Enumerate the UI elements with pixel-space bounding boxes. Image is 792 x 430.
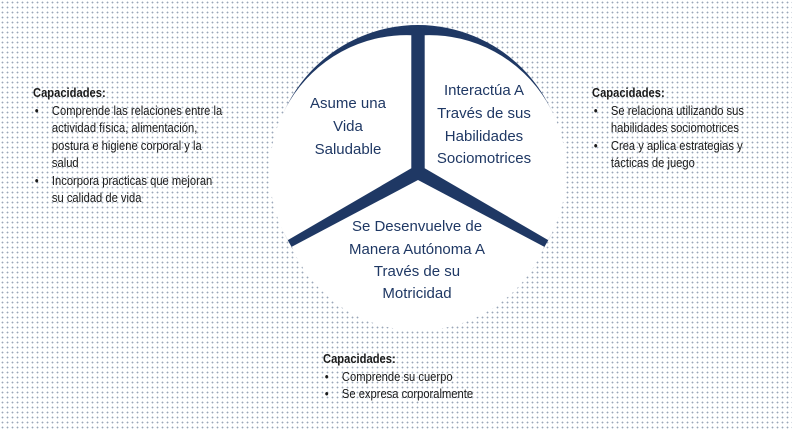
capacity-line: Comprende las relaciones entre la	[51, 102, 223, 118]
capacity-line: actividad física, alimentación,	[51, 120, 198, 135]
capacities-left-panel	[33, 84, 265, 207]
capacities-title: Capacidades:	[323, 351, 396, 366]
bullet-icon: •	[593, 137, 598, 153]
bullet-icon: •	[34, 102, 39, 118]
capacity-item	[592, 102, 768, 137]
capacity-line: su calidad de vida	[51, 190, 142, 205]
capacities-list	[592, 102, 768, 172]
bullet-icon: •	[34, 172, 39, 188]
segment-text-line: Manera Autónoma A	[349, 241, 485, 258]
segment-text-line: Vida	[333, 118, 363, 135]
capacity-line: Se relaciona utilizando sus	[610, 102, 744, 118]
capacity-item	[323, 385, 521, 403]
capacity-line: Se expresa corporalmente	[341, 386, 474, 401]
capacities-title: Capacidades:	[33, 85, 106, 100]
capacity-item	[33, 172, 265, 207]
segment-text-line: Saludable	[314, 141, 382, 158]
capacities-right-panel	[592, 84, 768, 172]
capacities-list	[33, 102, 265, 207]
bullet-icon: •	[593, 102, 598, 118]
capacities-title: Capacidades:	[592, 85, 665, 100]
bullet-icon: •	[324, 368, 329, 384]
capacity-line: habilidades sociomotrices	[610, 120, 739, 135]
capacity-line: salud	[51, 155, 79, 170]
segment-text-line: Sociomotrices	[436, 150, 532, 167]
capacity-line: postura e higiene corporal y la	[51, 137, 202, 153]
segment-text-line: Través de su	[373, 263, 461, 280]
bullet-icon: •	[324, 386, 329, 401]
capacities-list	[323, 368, 521, 403]
capacity-line: Incorpora practicas que mejoran	[51, 172, 213, 188]
capacity-line: Comprende su cuerpo	[341, 368, 453, 384]
capacity-line: Crea y aplica estrategias y	[610, 137, 743, 153]
segment-text-line: Habilidades	[444, 128, 524, 145]
capacities-bottom-panel	[323, 350, 521, 403]
segment-text-line: Través de sus	[437, 105, 531, 122]
segment-text-line: Motricidad	[382, 285, 452, 302]
segment-text-line: Se Desenvuelve de	[351, 218, 483, 235]
segment-text-line: Asume una	[310, 95, 386, 112]
capacity-line: tácticas de juego	[610, 155, 695, 170]
segment-text-line: Interactúa A	[443, 82, 525, 99]
capacity-item	[323, 368, 521, 386]
capacity-item	[592, 137, 768, 172]
capacity-item	[33, 102, 265, 172]
